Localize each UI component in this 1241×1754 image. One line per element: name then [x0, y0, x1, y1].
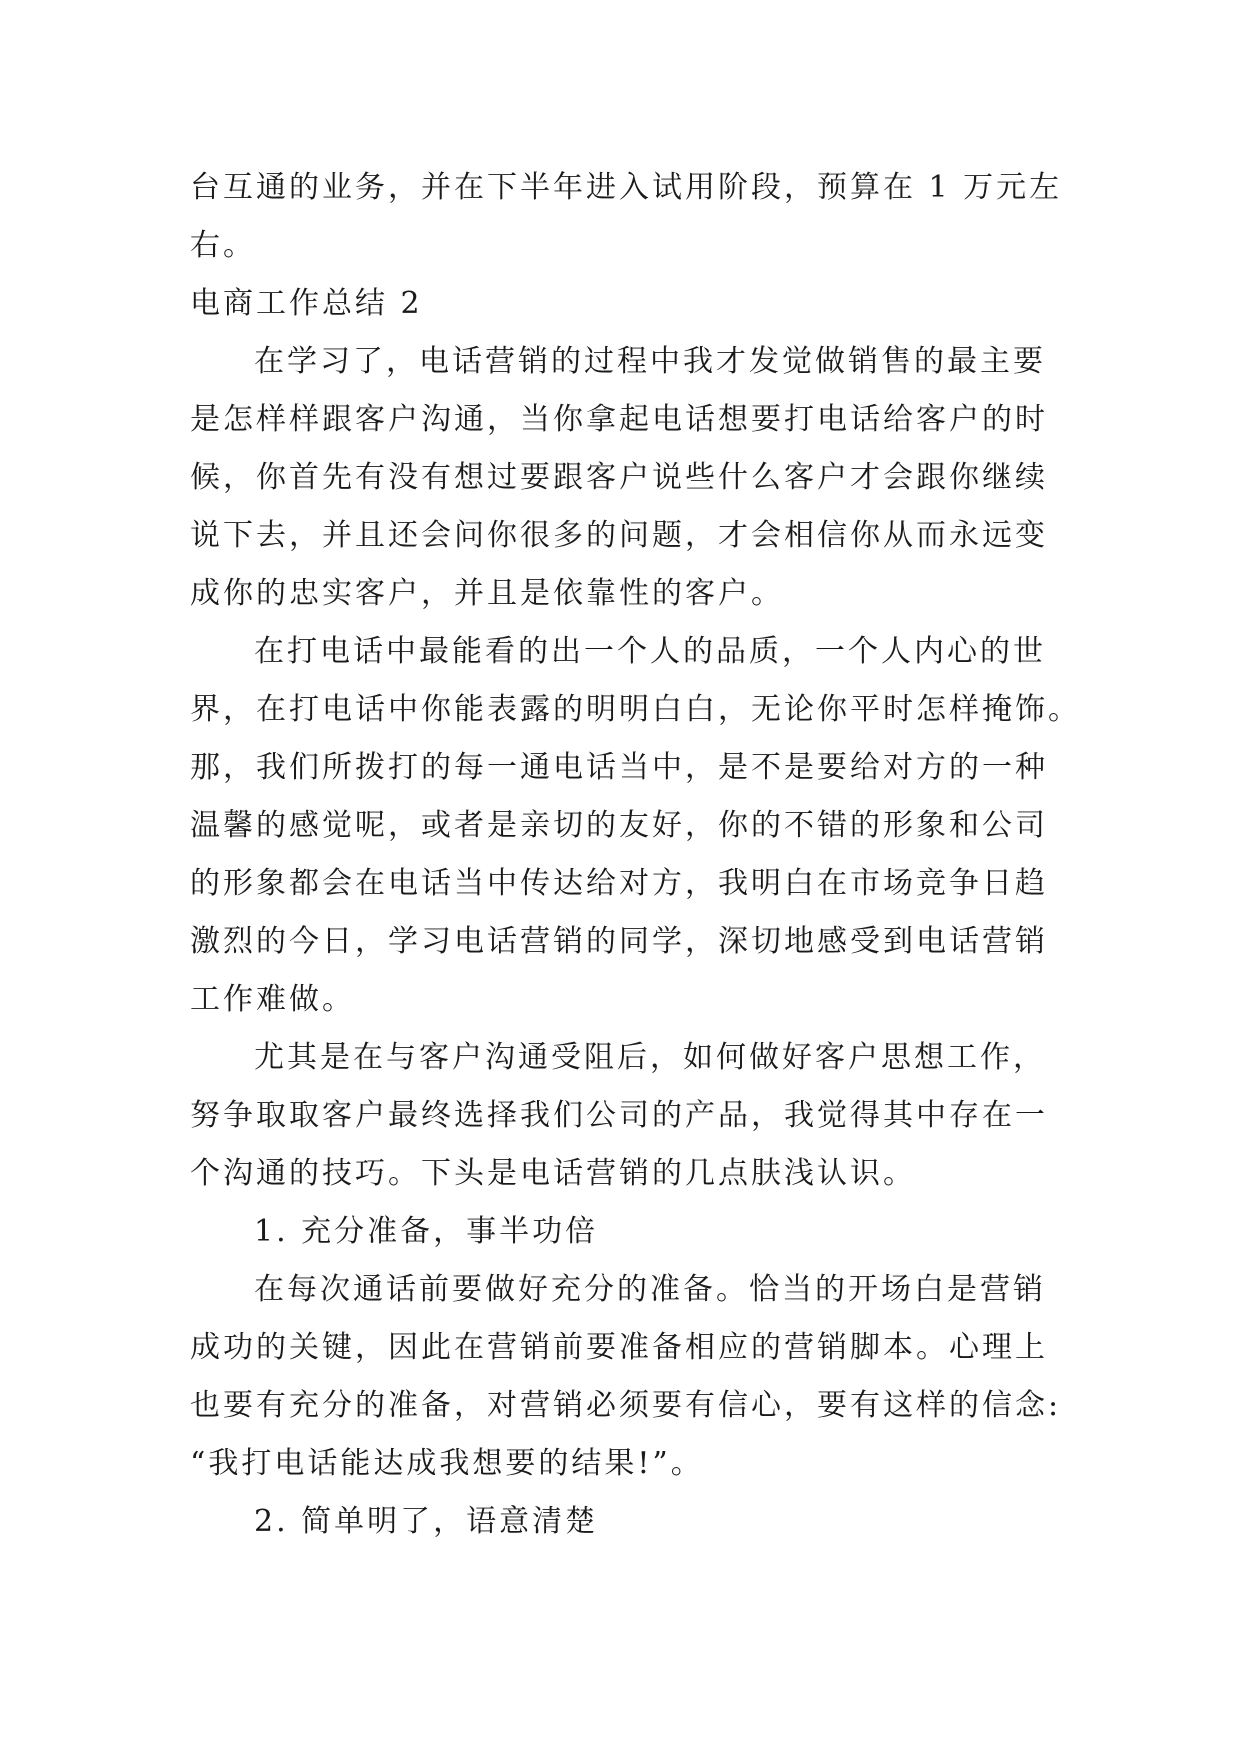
paragraph-first-line: 在打电话中最能看的出一个人的品质，一个人内心的世 — [254, 634, 1046, 669]
body-text-line: 成功的关键，因此在营销前要准备相应的营销脚本。心理上 — [190, 1330, 1048, 1365]
body-text-line: 那，我们所拨打的每一通电话当中，是不是要给对方的一种 — [190, 750, 1048, 785]
body-text-line: 候，你首先有没有想过要跟客户说些什么客户才会跟你继续 — [190, 460, 1048, 495]
numbered-heading: 1. 充分准备，事半功倍 — [254, 1214, 599, 1249]
body-text-line: 的形象都会在电话当中传达给对方，我明白在市场竞争日趋 — [190, 866, 1048, 901]
body-text-line: 是怎样样跟客户沟通，当你拿起电话想要打电话给客户的时 — [190, 402, 1048, 437]
body-text-line: 工作难做。 — [190, 982, 355, 1017]
section-heading: 电商工作总结 2 — [190, 286, 423, 321]
paragraph-first-line: 尤其是在与客户沟通受阻后，如何做好客户思想工作， — [254, 1040, 1046, 1075]
body-text-line: 温馨的感觉呢，或者是亲切的友好，你的不错的形象和公司 — [190, 808, 1048, 843]
body-text-line: 也要有充分的准备，对营销必须要有信心，要有这样的信念: — [190, 1388, 1062, 1423]
body-text-line: 成你的忠实客户，并且是依靠性的客户。 — [190, 576, 784, 611]
paragraph-first-line: 在每次通话前要做好充分的准备。恰当的开场白是营销 — [254, 1272, 1046, 1307]
body-text-line: 界，在打电话中你能表露的明明白白，无论你平时怎样掩饰。 — [190, 692, 1081, 727]
body-text-line: “我打电话能达成我想要的结果!”。 — [190, 1446, 704, 1481]
body-text-line: 右。 — [190, 228, 256, 263]
body-text-line: 台互通的业务，并在下半年进入试用阶段，预算在 1 万元左 — [190, 170, 1063, 205]
numbered-heading: 2. 简单明了，语意清楚 — [254, 1504, 599, 1539]
body-text-line: 激烈的今日，学习电话营销的同学，深切地感受到电话营销 — [190, 924, 1048, 959]
paragraph-first-line: 在学习了，电话营销的过程中我才发觉做销售的最主要 — [254, 344, 1046, 379]
body-text-line: 说下去，并且还会问你很多的问题，才会相信你从而永远变 — [190, 518, 1048, 553]
body-text-line: 努争取取客户最终选择我们公司的产品，我觉得其中存在一 — [190, 1098, 1048, 1133]
body-text-line: 个沟通的技巧。下头是电话营销的几点肤浅认识。 — [190, 1156, 916, 1191]
